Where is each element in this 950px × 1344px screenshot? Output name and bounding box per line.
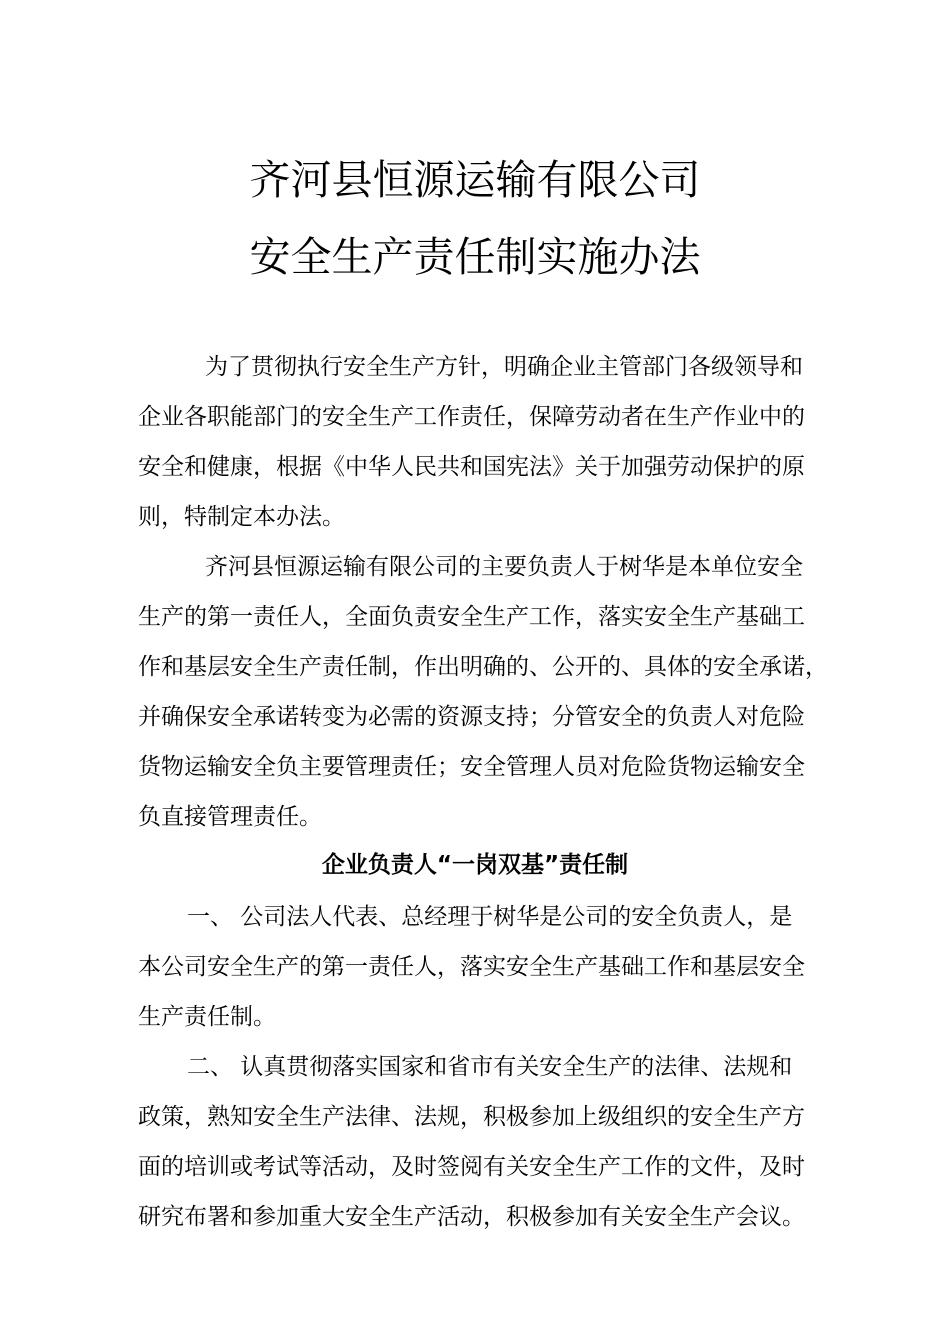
paragraph-1-line-2: 企业各职能部门的安全生产工作责任，保障劳动者在生产作业中的 bbox=[138, 404, 805, 430]
item-2-line-4: 研究布署和参加重大安全生产活动，积极参加有关安全生产会议。 bbox=[138, 1204, 805, 1230]
item-1-line-3: 生产责任制。 bbox=[138, 1004, 276, 1030]
item-2-line-2: 政策，熟知安全生产法律、法规，积极参加上级组织的安全生产方 bbox=[138, 1104, 805, 1130]
item-1-line-1: 一、 公司法人代表、总经理于树华是公司的安全负责人，是 bbox=[187, 904, 793, 930]
paragraph-2-line-5: 货物运输安全负主要管理责任；安全管理人员对危险货物运输安全 bbox=[138, 754, 805, 780]
paragraph-1-line-1: 为了贯彻执行安全生产方针，明确企业主管部门各级领导和 bbox=[205, 354, 803, 380]
paragraph-2-line-2: 生产的第一责任人，全面负责安全生产工作，落实安全生产基础工 bbox=[138, 604, 805, 630]
document-title-line-2: 安全生产责任制实施办法 bbox=[249, 233, 701, 281]
paragraph-2-line-6: 负直接管理责任。 bbox=[138, 804, 322, 830]
paragraph-2-line-3: 作和基层安全生产责任制，作出明确的、公开的、具体的安全承诺， bbox=[138, 654, 828, 680]
item-2-line-1: 二、 认真贯彻落实国家和省市有关安全生产的法律、法规和 bbox=[187, 1054, 793, 1080]
item-1-line-2: 本公司安全生产的第一责任人，落实安全生产基础工作和基层安全 bbox=[138, 954, 805, 980]
section-heading: 企业负责人“一岗双基”责任制 bbox=[321, 852, 629, 878]
paragraph-1-line-4: 则，特制定本办法。 bbox=[138, 504, 345, 530]
paragraph-2-line-1: 齐河县恒源运输有限公司的主要负责人于树华是本单位安全 bbox=[205, 554, 803, 580]
paragraph-1-line-3: 安全和健康，根据《中华人民共和国宪法》关于加强劳动保护的原 bbox=[138, 454, 805, 480]
document-title-line-1: 齐河县恒源运输有限公司 bbox=[249, 156, 701, 204]
item-2-line-3: 面的培训或考试等活动，及时签阅有关安全生产工作的文件，及时 bbox=[138, 1154, 805, 1180]
paragraph-2-line-4: 并确保安全承诺转变为必需的资源支持；分管安全的负责人对危险 bbox=[138, 704, 805, 730]
